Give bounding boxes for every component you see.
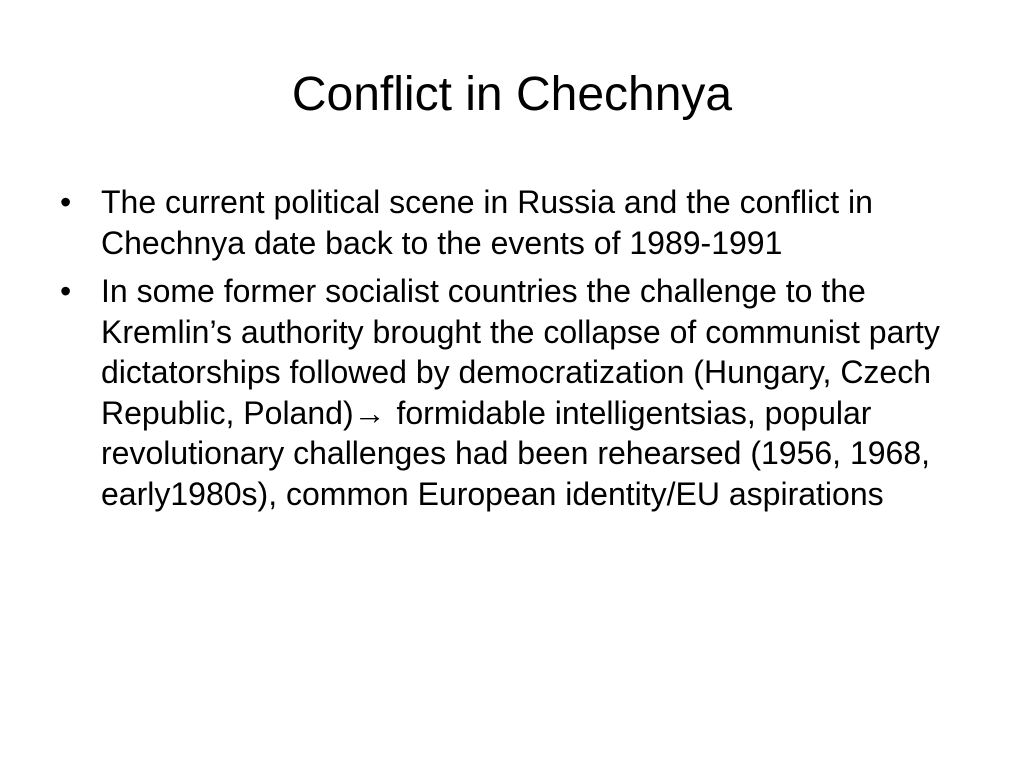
bullet-dot-icon: • (60, 184, 72, 220)
right-arrow-icon: → (353, 394, 386, 431)
bullet-item (52, 182, 972, 263)
bullet-dot-icon: • (60, 273, 72, 309)
bullet-text-before-arrow: In some former socialist countries the challenge to the Kremlin’s authority brought the collapse of communist party dictatorships followed by democratization (Hungary, Czech Republic, Poland) (101, 273, 940, 431)
bullet-text: The current political scene in Russia and the conflict in Chechnya date back to the events of 1989-1991 (101, 184, 873, 261)
bullet-item (52, 271, 972, 514)
bullet-text-after-arrow: formidable intelligentsias, popular revolutionary challenges had been rehearsed (1956, 1968, early1980s), common European identity/EU aspirations (101, 394, 931, 512)
bullet-list (52, 182, 972, 522)
slide-title: Conflict in Chechnya (291, 68, 733, 121)
